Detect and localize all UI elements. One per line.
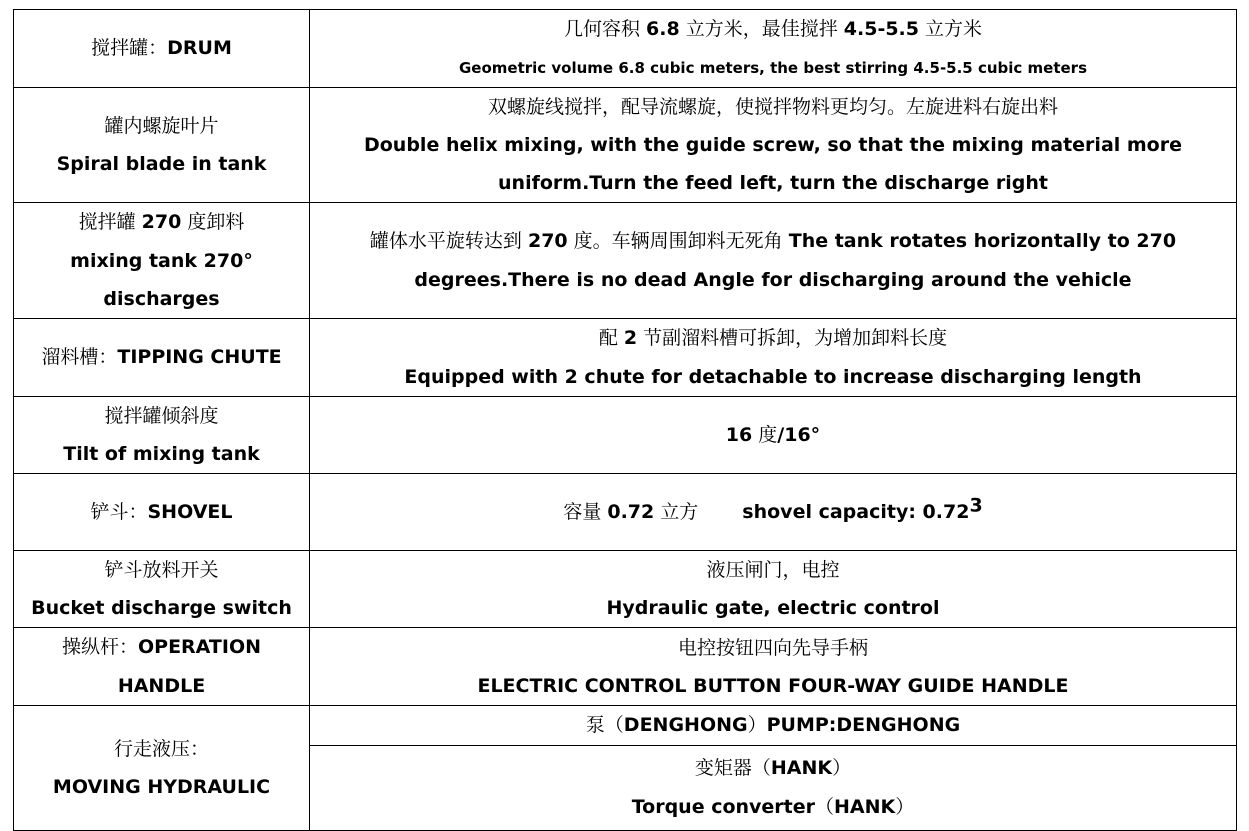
table-row-shovel (14, 474, 1237, 551)
value-en: shovel capacity: 0.72 (742, 500, 970, 523)
value-en-line1: The tank rotates horizontally to 270 (788, 230, 1177, 252)
value-cell (310, 474, 1237, 551)
value-cn-part: ） (895, 796, 915, 818)
label-en: Bucket discharge switch (31, 597, 292, 619)
table-row-operation-handle (14, 628, 1237, 706)
spec-table (13, 9, 1237, 831)
value-cell (310, 551, 1237, 628)
label-number: 270 (141, 211, 182, 233)
label-en: SHOVEL (147, 500, 233, 523)
label-cell (14, 88, 310, 203)
value-en: Geometric volume 6.8 cubic meters, the best stirring 4.5-5.5 cubic meters (458, 59, 1087, 77)
value-cn-part: 配 (598, 327, 624, 349)
label-cell (14, 628, 310, 706)
label-en: Spiral blade in tank (56, 153, 267, 175)
value-cn: 双螺旋线搅拌，配导流螺旋，使搅拌物料更均匀。左旋进料右旋出料 (487, 96, 1058, 118)
value-number: 6.8 (646, 18, 680, 40)
table-row-bucket-switch (14, 551, 1237, 628)
label-cn-part: 度卸料 (181, 211, 245, 233)
value-cn-part: 泵（ (585, 714, 624, 736)
value-number: 270 (527, 230, 568, 252)
value-number: 2 (623, 327, 638, 349)
value-cn-part: 容量 (563, 500, 608, 523)
value-en-part: DENGHONG (623, 714, 748, 736)
value-cell (310, 397, 1237, 474)
table-row-drum (14, 10, 1237, 88)
label-cell (14, 319, 310, 397)
label-cell (14, 10, 310, 88)
label-cell (14, 397, 310, 474)
value-cell (310, 203, 1237, 319)
label-cn: 铲斗放料开关 (104, 559, 219, 581)
value-en-line2: degrees.There is no dead Angle for discharging around the vehicle (414, 269, 1132, 291)
value-en: /16° (777, 423, 821, 446)
label-cell (14, 551, 310, 628)
label-en: TIPPING CHUTE (117, 346, 282, 368)
value-en: ELECTRIC CONTROL BUTTON FOUR-WAY GUIDE HANDLE (477, 674, 1069, 697)
label-en: DRUM (167, 37, 232, 59)
value-cn-part: 节副溜料槽可拆卸，为增加卸料长度 (637, 327, 948, 349)
label-cn-part: 搅拌罐 (78, 211, 142, 233)
value-number: 16 (725, 423, 753, 446)
label-cn: 搅拌罐倾斜度 (104, 405, 219, 427)
value-cn-part: ） (832, 757, 852, 779)
label-en-line1: mixing tank 270° (70, 250, 253, 272)
value-cell (310, 319, 1237, 397)
value-cn-part: 变矩器（ (694, 757, 771, 779)
value-en-part: HANK (770, 757, 833, 779)
label-cn: 溜料槽： (41, 346, 118, 368)
value-en-part: Torque converter (631, 796, 816, 818)
value-en-part: HANK (834, 796, 896, 818)
value-en-line1: Double helix mixing, with the guide screw, so that the mixing material more (363, 134, 1182, 156)
table-row-tilt (14, 397, 1237, 474)
value-cn-part: 度 (752, 423, 778, 446)
value-cn-part: （ (815, 796, 835, 818)
label-en: MOVING HYDRAULIC (52, 776, 271, 798)
value-cn: 电控按钮四向先导手柄 (677, 636, 868, 659)
label-en-line2: HANDLE (117, 675, 206, 697)
value-cell-torque (310, 746, 1237, 831)
table-row-moving-hydraulic (14, 706, 1237, 746)
value-en: Equipped with 2 chute for detachable to increase discharging length (404, 366, 1142, 388)
value-en-line2: uniform.Turn the feed left, turn the discharge right (498, 172, 1048, 194)
value-cn-part: 立方 (654, 500, 699, 523)
value-number: 0.72 (607, 500, 655, 523)
label-cn: 铲斗： (90, 500, 148, 523)
value-cn-part: ） (747, 714, 767, 736)
label-en: Tilt of mixing tank (63, 443, 260, 465)
label-cn: 罐内螺旋叶片 (104, 115, 219, 137)
label-cn: 操纵杆： (61, 636, 138, 658)
table-row-discharge-270 (14, 203, 1237, 319)
value-cn-part: 立方米，最佳搅拌 (679, 18, 844, 40)
table-row-tipping-chute (14, 319, 1237, 397)
label-en-line1: OPERATION (138, 636, 261, 658)
value-cell-pump (310, 706, 1237, 746)
value-en-part: PUMP:DENGHONG (766, 714, 961, 736)
value-number: 4.5-5.5 (843, 18, 919, 40)
value-cn-part: 立方米 (918, 18, 983, 40)
value-superscript: 3 (969, 494, 983, 517)
label-cn: 搅拌罐： (91, 37, 168, 59)
table-row-spiral-blade (14, 88, 1237, 203)
value-cn-part: 度。车辆周围卸料无死角 (567, 230, 789, 252)
value-cell (310, 10, 1237, 88)
label-cell (14, 706, 310, 831)
value-cn-part: 几何容积 (563, 18, 647, 40)
label-cn: 行走液压： (113, 738, 209, 760)
value-cn: 液压闸门，电控 (706, 559, 840, 581)
label-cell (14, 474, 310, 551)
label-cell (14, 203, 310, 319)
value-en: Hydraulic gate, electric control (606, 597, 940, 619)
value-cn-part: 罐体水平旋转达到 (369, 230, 528, 252)
value-cell (310, 628, 1237, 706)
label-en-line2: discharges (103, 288, 220, 310)
value-cell (310, 88, 1237, 203)
